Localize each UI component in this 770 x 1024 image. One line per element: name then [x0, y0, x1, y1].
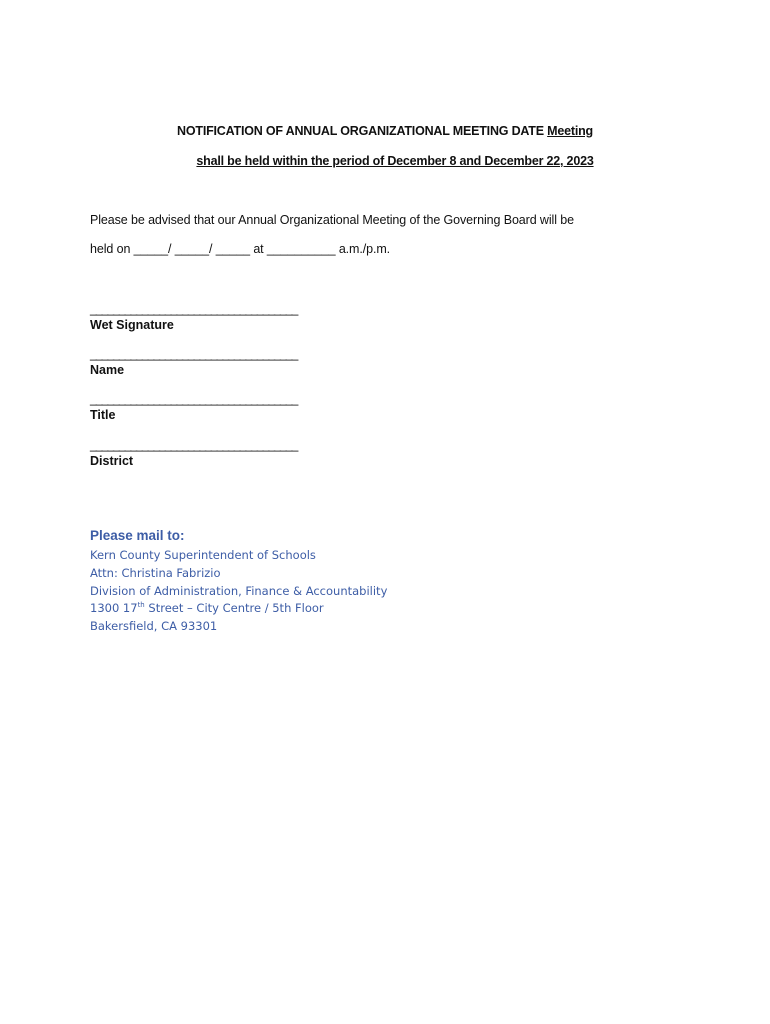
body-paragraph-1: Please be advised that our Annual Organizational Meeting of the Governing Board will be: [90, 213, 574, 227]
mailing-line-city: Bakersfield, CA 93301: [90, 619, 218, 634]
street-ordinal-suffix: th: [137, 601, 145, 610]
district-line: ____________________________________: [90, 438, 298, 452]
district-label: District: [90, 454, 134, 468]
street-number: 1300 17: [90, 601, 138, 616]
mailing-line-street: [90, 600, 387, 618]
body-paragraph-2: held on _____/ _____/ _____ at __________ a.m./p.m.: [90, 242, 391, 256]
document-subtitle: [0, 154, 770, 168]
document-title: [0, 124, 770, 138]
mailing-line-attention: Attn: Christina Fabrizio: [90, 565, 221, 580]
mailing-line-division: Division of Administration, Finance & Accountability: [90, 583, 388, 598]
subtitle-text: shall be held within the period of December 8 and December 22, 2023: [196, 154, 594, 168]
title-label: Title: [90, 408, 116, 422]
signature-field-district: [90, 438, 390, 468]
signature-field-wet-signature: [90, 302, 390, 332]
signature-field-name: [90, 347, 390, 377]
mailing-heading: Please mail to:: [90, 528, 185, 543]
name-label: Name: [90, 363, 125, 377]
title-line: ____________________________________: [90, 392, 298, 406]
title-underlined-text: Meeting: [547, 124, 593, 138]
name-line: ____________________________________: [90, 347, 298, 361]
street-name: Street – City Centre / 5th Floor: [144, 601, 324, 616]
title-main-text: NOTIFICATION OF ANNUAL ORGANIZATIONAL MEETING DATE: [177, 124, 548, 138]
signature-line: ____________________________________: [90, 302, 298, 316]
signature-field-title: [90, 392, 390, 422]
mailing-line-organization: Kern County Superintendent of Schools: [90, 548, 316, 562]
mailing-address-block: [90, 528, 387, 636]
signature-label: Wet Signature: [90, 318, 174, 332]
